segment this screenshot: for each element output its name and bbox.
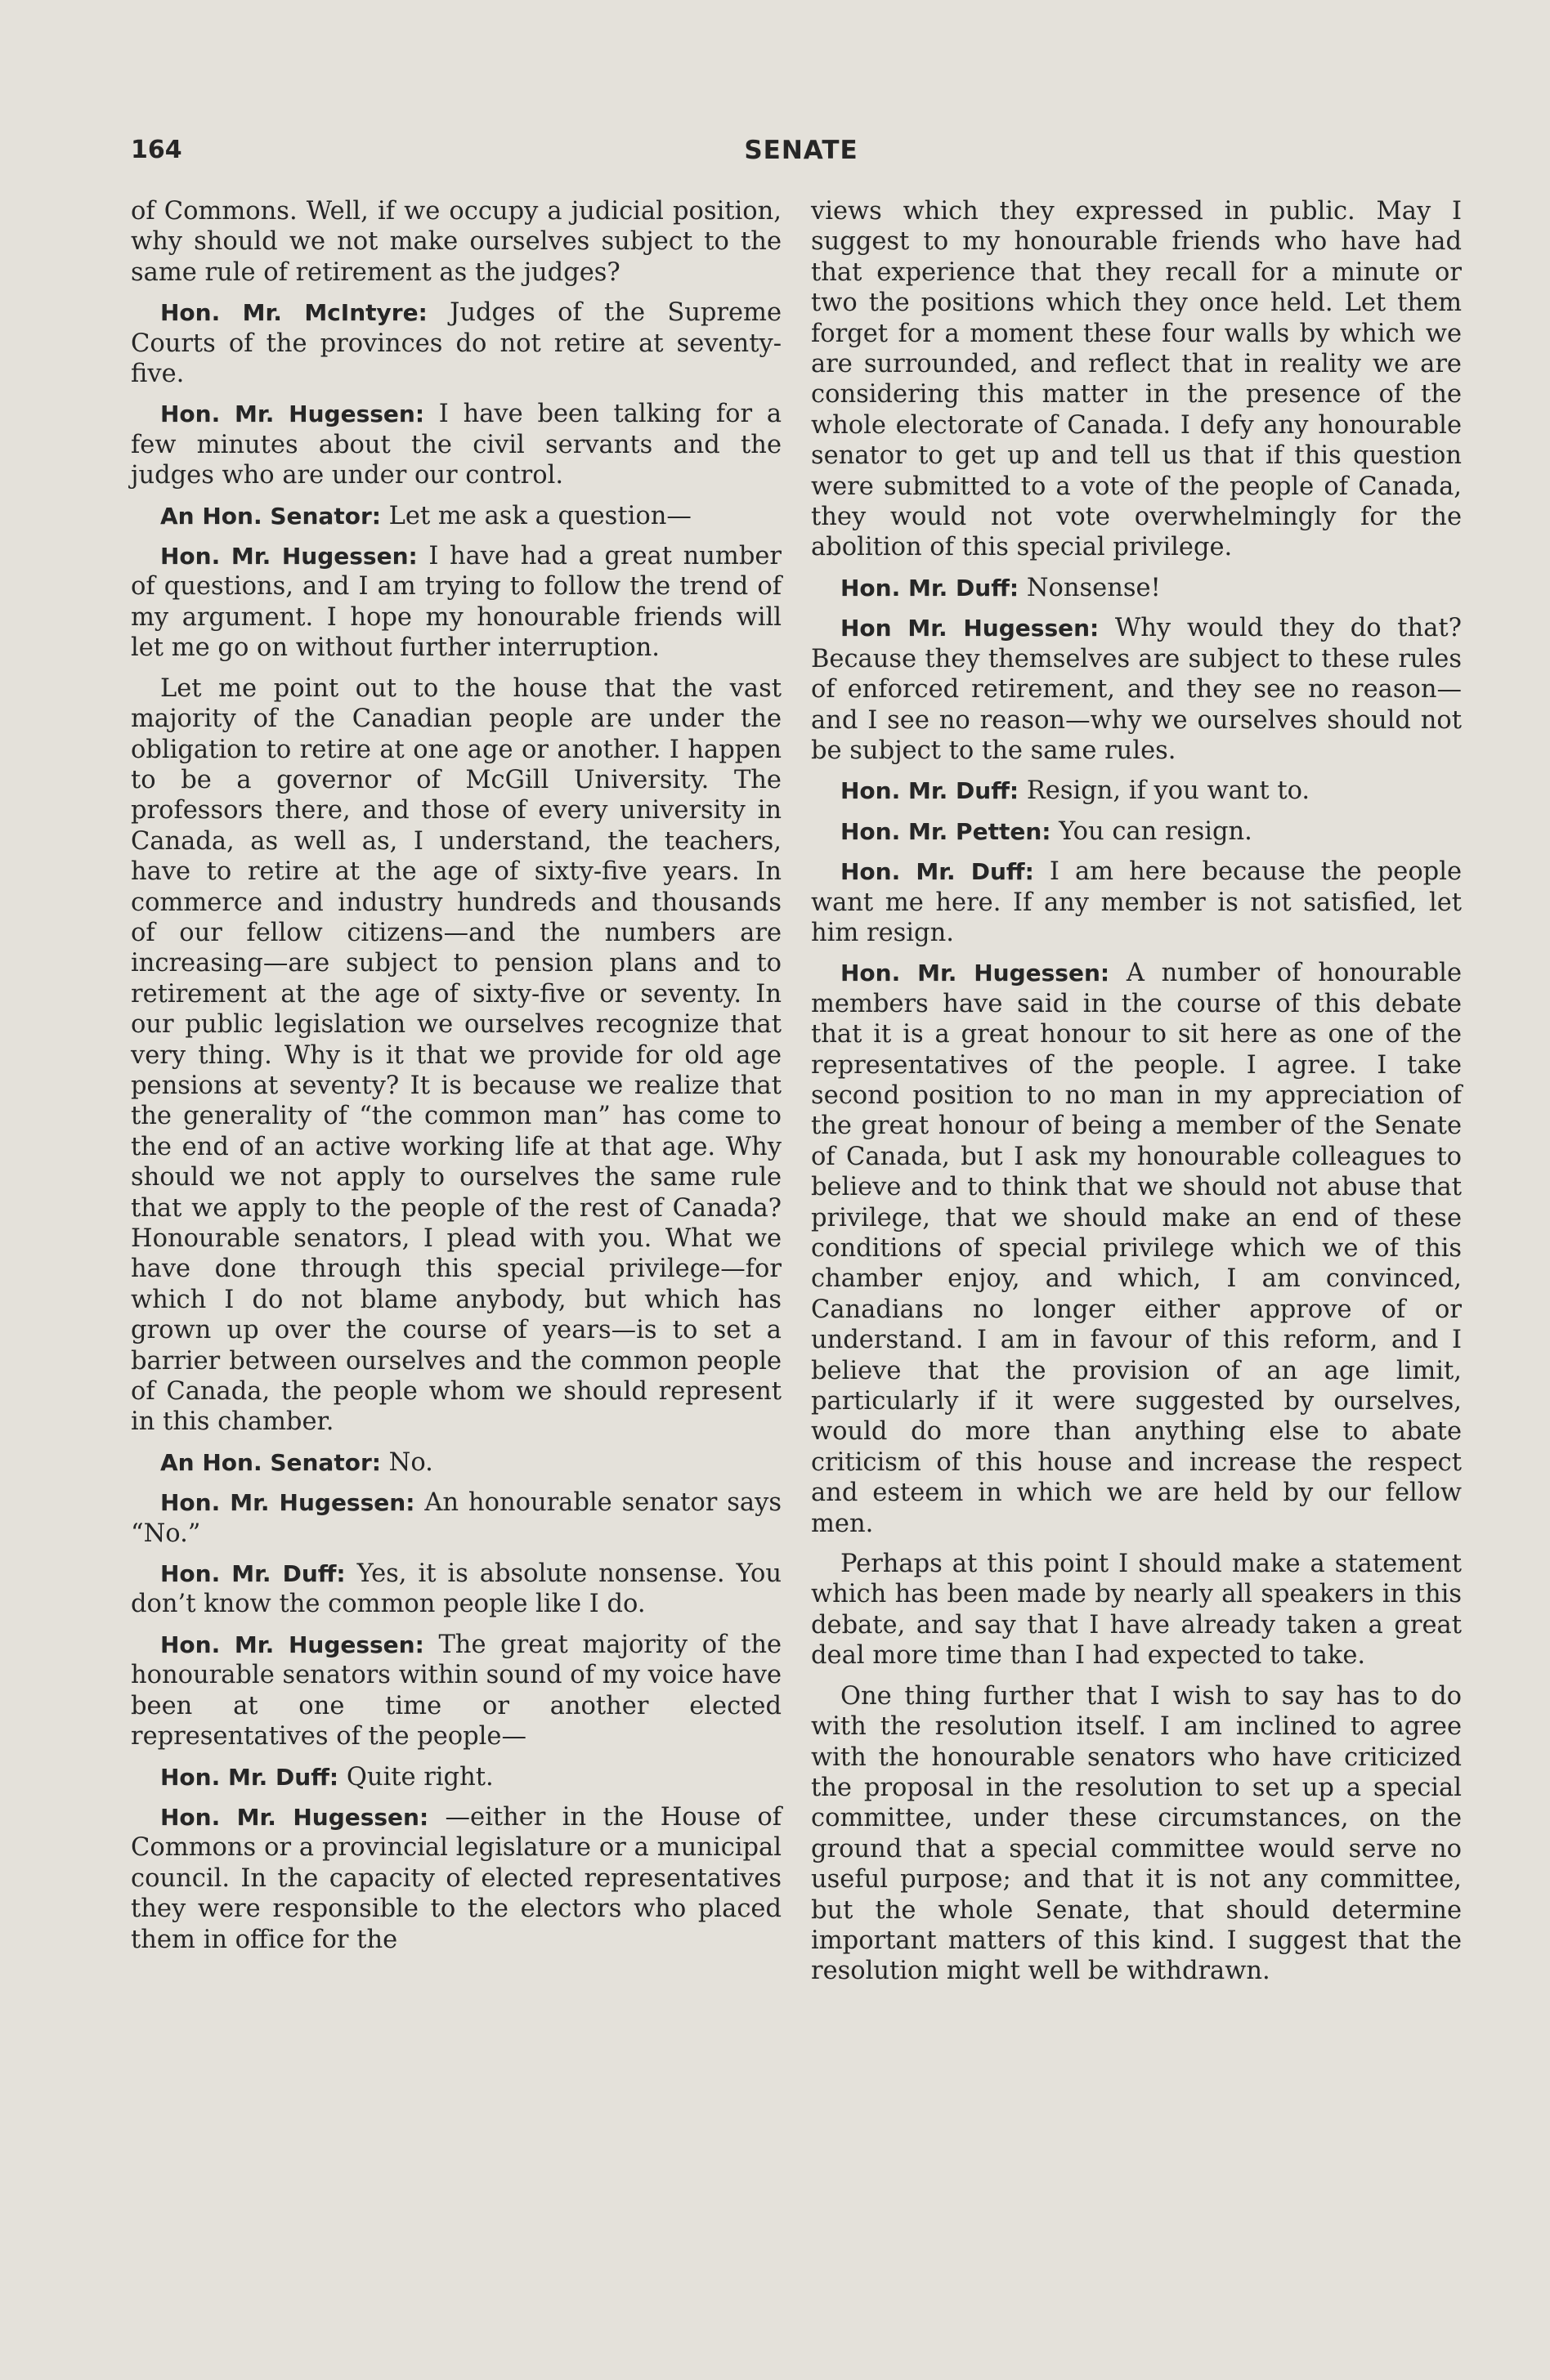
paragraph xyxy=(131,1488,782,1549)
speaker-name: Hon. Mr. Duff: xyxy=(160,1560,346,1588)
speaker-name: Hon. Mr. Hugessen: xyxy=(160,1631,424,1658)
speaker-name: Hon. Mr. McIntyre: xyxy=(160,299,428,327)
speaker-name: Hon. Mr. Hugessen: xyxy=(160,400,425,428)
speaker-name: Hon Mr. Hugessen: xyxy=(840,615,1100,642)
paragraph-text: An honourable senator says “No.” xyxy=(131,1488,782,1548)
paragraph-text: of Commons. Well, if we occupy a judicial position, why should we not make ourselves subject to the same rule of retirement as the judges? xyxy=(131,197,782,287)
left-column xyxy=(131,196,782,1965)
paragraph xyxy=(131,196,782,288)
paragraph-text: Yes, it is absolute nonsense. You don’t know the common people like I do. xyxy=(131,1559,782,1619)
page-header xyxy=(131,136,1472,168)
paragraph xyxy=(131,1559,782,1620)
paragraph xyxy=(131,501,782,531)
paragraph xyxy=(811,573,1462,603)
paragraph-text: The great majority of the honourable senators within sound of my voice have been at one time or another elected representatives of the people— xyxy=(131,1630,782,1751)
paragraph-text: Nonsense! xyxy=(1026,573,1161,602)
speaker-name: Hon. Mr. Duff: xyxy=(840,777,1019,805)
paragraph-text: I am here because the people want me here. If any member is not satisfied, let him resign. xyxy=(811,857,1463,947)
running-head: SENATE xyxy=(744,136,858,165)
paragraph xyxy=(131,1762,782,1792)
paragraph xyxy=(811,196,1462,563)
paragraph-text: I have been talking for a few minutes about the civil servants and the judges who are under our control. xyxy=(131,400,782,490)
paragraph-text: views which they expressed in public. May I suggest to my honourable friends who have had that experience that they recall for a minute or two the positions which they once held. Let them forget for a moment these four walls by which we are surrounded, and reflect that in reality we are considering this matter in the presence of the whole electorate of Canada. I defy any honourable senator to get up and tell us that if this question were submitted to a vote of the people of Canada, they would not vote overwhelmingly for the abolition of this special privilege. xyxy=(811,197,1462,562)
speaker-name: Hon. Mr. Hugessen: xyxy=(160,543,418,570)
paragraph-text: Resign, if you want to. xyxy=(1026,776,1310,806)
paragraph xyxy=(131,1802,782,1955)
speaker-name: Hon. Mr. Duff: xyxy=(840,574,1019,602)
speaker-name: Hon. Mr. Duff: xyxy=(840,858,1034,886)
paragraph xyxy=(811,1681,1462,1987)
paragraph xyxy=(811,776,1462,806)
right-column xyxy=(811,196,1462,1997)
paragraph xyxy=(131,298,782,389)
paragraph-text: One thing further that I wish to say has to do with the resolution itself. I am inclined to agree with the honourable senators who have criticized the proposal in the resolution to set up a special committee, under these circumstances, on the ground that a special committee would serve no useful purpose; and that it is not any committee, but the whole Senate, that should determine important matters of this kind. I suggest that the resolution might well be withdrawn. xyxy=(811,1681,1462,1986)
paragraph-text: Let me ask a question— xyxy=(388,501,692,530)
paragraph-text: No. xyxy=(388,1447,433,1477)
paragraph xyxy=(811,1549,1462,1671)
speaker-name: Hon. Mr. Hugessen: xyxy=(160,1489,415,1517)
paragraph-text: Judges of the Supreme Courts of the provinces do not retire at seventy-five. xyxy=(131,298,782,389)
paragraph-text: Quite right. xyxy=(346,1762,494,1792)
speaker-name: Hon. Mr. Hugessen: xyxy=(160,1803,429,1831)
paragraph xyxy=(811,816,1462,847)
paragraph xyxy=(131,399,782,490)
paragraph xyxy=(811,857,1462,948)
paragraph xyxy=(811,958,1462,1539)
paragraph-text: A number of honourable members have said in the course of this debate that it is a great honour to sit here as one of the representatives of the people. I agree. I take second position to no man in my appreciation of the great honour of being a member of the Senate of Canada, but I ask my honourable colleagues to believe and to think that we should not abuse that privilege, that we should make an end of these conditions of special privilege which we of this chamber enjoy, and which, I am convinced, Canadians no longer either approve of or understand. I am in favour of this reform, and I believe that the provision of an age limit, particularly if it were suggested by ourselves, would do more than anything else to abate criticism of this house and increase the respect and esteem in which we are held by our fellow men. xyxy=(811,959,1462,1538)
paragraph xyxy=(811,613,1462,766)
paragraph-text: You can resign. xyxy=(1059,816,1252,846)
speaker-name: Hon. Mr. Duff: xyxy=(160,1763,339,1791)
paragraph xyxy=(131,1630,782,1752)
speaker-name: Hon. Mr. Hugessen: xyxy=(840,960,1110,987)
paragraph-text: Why would they do that? Because they themselves are subject to these rules of enforced retirement, and they see no reason—and I see no reason—why we ourselves should not be subject to the same rules. xyxy=(811,614,1462,765)
paragraph-text: —either in the House of Commons or a provincial legislature or a municipal council. In the capacity of elected representatives they were responsible to the electors who placed them in office for the xyxy=(131,1802,782,1954)
paragraph xyxy=(131,1447,782,1478)
speaker-name: An Hon. Senator: xyxy=(160,502,381,530)
paragraph-text: I have had a great number of questions, and I am trying to follow the trend of my argument. I hope my honourable friends will let me go on without further interruption. xyxy=(131,542,782,663)
speaker-name: An Hon. Senator: xyxy=(160,1448,381,1476)
page-number: 164 xyxy=(131,136,182,164)
paragraph xyxy=(131,541,782,664)
paragraph-text: Let me point out to the house that the vast majority of the Canadian people are under the obligation to retire at one age or another. I happen to be a governor of McGill University. The professors there, and those of every university in Canada, as well as, I understand, the teachers, have to retire at the age of sixty-five years. In commerce and industry hundreds and thousands of our fellow citizens—and the numbers are increasing—are subject to pension plans and to retirement at the age of sixty-five or seventy. In our public legislation we ourselves recognize that very thing. Why is it that we provide for old age pensions at seventy? It is because we realize that the generality of “the common man” has come to the end of an active working life at that age. Why should we not apply to ourselves the same rule that we apply to the people of the rest of Canada? Honourable senators, I plead with you. What we have done through this special privilege—for which I do not blame anybody, but which has grown up over the course of years—is to set a barrier between ourselves and the common people of Canada, the people whom we should represent in this chamber. xyxy=(131,673,782,1437)
paragraph xyxy=(131,673,782,1438)
speaker-name: Hon. Mr. Petten: xyxy=(840,817,1051,845)
paragraph-text: Perhaps at this point I should make a statement which has been made by nearly all speakers in this debate, and say that I have already taken a great deal more time than I had expected to take. xyxy=(811,1550,1462,1671)
